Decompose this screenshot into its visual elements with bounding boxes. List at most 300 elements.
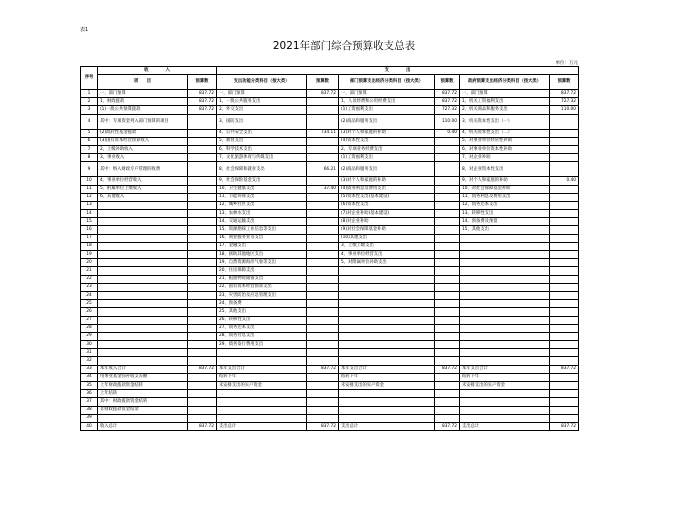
econ-item (339, 341, 435, 349)
header-seq: 序号 (81, 67, 98, 90)
econ-value: 727.32 (435, 106, 460, 114)
econ-item: 本年支出合计 (339, 365, 435, 373)
func-value (307, 114, 339, 129)
gov-item (460, 267, 550, 275)
gov-value (550, 300, 579, 308)
table-number-mark: 表1 (80, 27, 89, 33)
func-item: 17、金融支出 (217, 242, 307, 250)
econ-item: 未安排支出的实户资金 (339, 382, 435, 390)
econ-item: (2)商品和服务支出 (339, 162, 435, 177)
gov-item (460, 300, 550, 308)
func-item: 19、自然资源海洋气象等支出 (217, 259, 307, 267)
income-item (98, 267, 188, 275)
func-item: 1、一般公共服务支出 (217, 98, 307, 106)
func-value (307, 414, 339, 422)
func-value (307, 390, 339, 398)
econ-item: (3)对个人和家庭的补助 (339, 177, 435, 185)
econ-item (339, 349, 435, 357)
gov-value: 727.32 (550, 98, 579, 106)
row-seq: 36 (81, 390, 98, 398)
income-item (98, 226, 188, 234)
func-value (307, 106, 339, 114)
income-value (188, 210, 217, 218)
gov-value (550, 398, 579, 406)
econ-value (435, 316, 460, 324)
func-value (307, 283, 339, 291)
table-row (81, 90, 579, 98)
table-row (81, 300, 579, 308)
table-row (81, 210, 579, 218)
header-econ-budget: 预算数 (435, 75, 460, 90)
income-value (188, 162, 217, 177)
income-value (188, 193, 217, 201)
func-item: 23、灾害防治及应急管理支出 (217, 291, 307, 299)
econ-value (435, 267, 460, 275)
table-row (81, 275, 579, 283)
income-item (98, 332, 188, 340)
table-row (81, 406, 579, 414)
gov-value (550, 218, 579, 226)
func-item: 24、预备费 (217, 300, 307, 308)
table-row (81, 129, 579, 137)
gov-value (550, 154, 579, 162)
gov-value (550, 267, 579, 275)
header-gov-subject: 政府预算支出经济分类科目（按大类） (460, 75, 550, 90)
func-item: 9、社会保险基金支出 (217, 177, 307, 185)
func-item: 15、资源勘探工业信息等支出 (217, 226, 307, 234)
func-item: 5、教育支出 (217, 137, 307, 145)
table-row (81, 349, 579, 357)
gov-value (550, 201, 579, 209)
income-item: 非财政拨款资金结余 (98, 406, 188, 414)
income-value (188, 291, 217, 299)
income-item: 5、附属单位上缴收入 (98, 185, 188, 193)
func-value (307, 316, 339, 324)
income-value (188, 398, 217, 406)
gov-item (460, 316, 550, 324)
func-value (307, 193, 339, 201)
row-seq: 39 (81, 414, 98, 422)
row-seq: 12 (81, 193, 98, 201)
econ-item: 4、事业单位经营支出 (339, 251, 435, 259)
income-value (188, 177, 217, 185)
income-item: 6、其他收入 (98, 193, 188, 201)
econ-item (339, 357, 435, 365)
econ-value (435, 259, 460, 267)
econ-value (435, 210, 460, 218)
table-row (81, 382, 579, 390)
row-seq: 34 (81, 373, 98, 381)
econ-item (339, 267, 435, 275)
econ-item (339, 406, 435, 414)
income-item (98, 316, 188, 324)
econ-item: 结转下年 (339, 373, 435, 381)
gov-value (550, 324, 579, 332)
econ-item: (1)工资福利支出 (339, 154, 435, 162)
gov-item: 10、对社会保障基金补助 (460, 185, 550, 193)
func-value: 837.72 (307, 422, 339, 430)
income-value (188, 341, 217, 349)
gov-item: 2、机关商品和服务支出 (460, 106, 550, 114)
econ-item: (4)资本性支出 (339, 137, 435, 145)
income-item (98, 242, 188, 250)
income-item (98, 283, 188, 291)
econ-item: (2)商品和服务支出 (339, 114, 435, 129)
income-value (188, 251, 217, 259)
income-item: 上年财政拨款资金结转 (98, 382, 188, 390)
gov-item (460, 324, 550, 332)
table-row (81, 308, 579, 316)
budget-summary-table (80, 66, 579, 431)
income-item: 4、事业单位经营收入 (98, 177, 188, 185)
gov-value (550, 332, 579, 340)
income-value (188, 154, 217, 162)
row-seq: 27 (81, 316, 98, 324)
func-value (307, 308, 339, 316)
income-item (98, 414, 188, 422)
row-seq: 28 (81, 324, 98, 332)
func-value (307, 341, 339, 349)
econ-value (435, 137, 460, 145)
gov-item: 13、转移性支出 (460, 210, 550, 218)
gov-item: 9、对个人和家庭的补助 (460, 177, 550, 185)
income-item (98, 300, 188, 308)
gov-value (550, 242, 579, 250)
econ-item: 3、上缴上级支出 (339, 242, 435, 250)
income-value: 837.72 (188, 365, 217, 373)
table-row (81, 242, 579, 250)
table-row (81, 226, 579, 234)
func-value (307, 300, 339, 308)
income-value (188, 114, 217, 129)
table-row (81, 114, 579, 129)
gov-item: 12、债务还本支出 (460, 201, 550, 209)
gov-value (550, 137, 579, 145)
row-seq: 33 (81, 365, 98, 373)
func-value (307, 267, 339, 275)
func-value: 837.72 (307, 365, 339, 373)
table-row (81, 422, 579, 430)
row-seq: 21 (81, 267, 98, 275)
econ-item: (1)工资福利支出 (339, 106, 435, 114)
func-value (307, 357, 339, 365)
row-seq: 38 (81, 406, 98, 414)
gov-value (550, 291, 579, 299)
gov-value (550, 145, 579, 153)
income-item (98, 308, 188, 316)
row-seq: 40 (81, 422, 98, 430)
income-item (98, 275, 188, 283)
func-item: 26、转移性支出 (217, 316, 307, 324)
gov-value: 0.40 (550, 177, 579, 185)
gov-value (550, 341, 579, 349)
func-item: 未安排支出的实户资金 (217, 382, 307, 390)
table-row (81, 332, 579, 340)
income-item: 其中：专项资金列入部门预算的项目 (98, 114, 188, 129)
income-item (98, 251, 188, 259)
table-row (81, 373, 579, 381)
gov-item: 6、对事业单位资本性补助 (460, 145, 550, 153)
gov-item: 5、对事业单位经常性补助 (460, 137, 550, 145)
table-row (81, 291, 579, 299)
gov-item: 7、对企业补助 (460, 154, 550, 162)
gov-value: 837.72 (550, 422, 579, 430)
gov-value (550, 234, 579, 242)
table-row (81, 177, 579, 185)
header-func-budget: 预算数 (307, 75, 339, 90)
func-value (307, 98, 339, 106)
econ-item (339, 332, 435, 340)
gov-item: 14、预备费及预留 (460, 218, 550, 226)
gov-item (460, 341, 550, 349)
income-item: 1、财政拨款 (98, 98, 188, 106)
gov-item (460, 291, 550, 299)
income-value (188, 242, 217, 250)
gov-value (550, 373, 579, 381)
gov-value: 837.72 (550, 365, 579, 373)
gov-item: 结转下年 (460, 373, 550, 381)
income-value (188, 414, 217, 422)
econ-value (435, 300, 460, 308)
func-item: 8、社会保障和就业支出 (217, 162, 307, 177)
gov-item (460, 414, 550, 422)
table-row (81, 234, 579, 242)
unit-label: 单位：万元 (555, 61, 578, 66)
gov-value (550, 162, 579, 177)
econ-value (435, 226, 460, 234)
row-seq: 24 (81, 291, 98, 299)
gov-value (550, 406, 579, 414)
func-item: 29、债务发行费用支出 (217, 341, 307, 349)
func-item: 18、援助其他地区支出 (217, 251, 307, 259)
row-seq: 18 (81, 242, 98, 250)
income-item (98, 291, 188, 299)
func-item (217, 357, 307, 365)
func-item: 一、部门预算 (217, 90, 307, 98)
econ-item: 支出总计 (339, 422, 435, 430)
func-value (307, 242, 339, 250)
gov-value (550, 226, 579, 234)
func-value (307, 291, 339, 299)
func-item: 支出总计 (217, 422, 307, 430)
page-title: 2021年部门综合预算收支总表 (272, 40, 416, 52)
func-value (307, 259, 339, 267)
gov-value: 837.72 (550, 90, 579, 98)
econ-value (435, 332, 460, 340)
table-row (81, 267, 579, 275)
income-item (98, 210, 188, 218)
func-item: 7、文化旅游体育与传媒支出 (217, 154, 307, 162)
econ-value (435, 185, 460, 193)
gov-value (550, 357, 579, 365)
gov-item (460, 357, 550, 365)
econ-value (435, 324, 460, 332)
func-item: 10、卫生健康支出 (217, 185, 307, 193)
income-item: 其中：纳入财政专户管理的收费 (98, 162, 188, 177)
gov-item (460, 398, 550, 406)
func-value (307, 201, 339, 209)
row-seq: 35 (81, 382, 98, 390)
gov-value (550, 210, 579, 218)
income-value (188, 390, 217, 398)
func-item: 13、农林水支出 (217, 210, 307, 218)
income-item: 一、部门预算 (98, 90, 188, 98)
econ-item: (4)债务利息及费用支出 (339, 185, 435, 193)
econ-value (435, 162, 460, 177)
gov-item (460, 283, 550, 291)
income-value: 837.72 (188, 98, 217, 106)
income-value: 837.72 (188, 106, 217, 114)
row-seq: 26 (81, 308, 98, 316)
income-item: 其中：财政拨款资金结转 (98, 398, 188, 406)
income-item: 用事业基金弥补收支差额 (98, 373, 188, 381)
econ-item (339, 316, 435, 324)
gov-item (460, 234, 550, 242)
gov-value (550, 382, 579, 390)
func-value (307, 324, 339, 332)
header-func-subject: 支出功能分类科目（按大类） (217, 75, 307, 90)
econ-value (435, 234, 460, 242)
income-value: 837.72 (188, 90, 217, 98)
row-seq: 23 (81, 283, 98, 291)
table-row (81, 106, 579, 114)
gov-item (460, 308, 550, 316)
econ-value (435, 283, 460, 291)
func-value (307, 137, 339, 145)
table-row (81, 398, 579, 406)
gov-item (460, 390, 550, 398)
row-seq: 16 (81, 226, 98, 234)
table-row (81, 365, 579, 373)
func-value (307, 210, 339, 218)
table-row (81, 283, 579, 291)
row-seq: 13 (81, 201, 98, 209)
gov-item (460, 275, 550, 283)
econ-item: 2、专项业务经费支出 (339, 145, 435, 153)
econ-item (339, 283, 435, 291)
row-seq: 8 (81, 154, 98, 162)
income-item (98, 201, 188, 209)
func-item: 27、债务还本支出 (217, 324, 307, 332)
func-value (307, 154, 339, 162)
func-value: 66.21 (307, 162, 339, 177)
gov-item: 1、机关工资福利支出 (460, 98, 550, 106)
income-value (188, 316, 217, 324)
table-row (81, 324, 579, 332)
econ-item: 1、人员经费和公用经费支出 (339, 98, 435, 106)
income-value (188, 308, 217, 316)
func-value (307, 234, 339, 242)
income-item: 3、事业收入 (98, 154, 188, 162)
income-value (188, 283, 217, 291)
econ-value: 837.72 (435, 98, 460, 106)
func-item: 16、商业服务业等支出 (217, 234, 307, 242)
table-row (81, 162, 579, 177)
income-value (188, 185, 217, 193)
func-item: 4、公共安全支出 (217, 129, 307, 137)
row-seq: 31 (81, 349, 98, 357)
econ-item (339, 390, 435, 398)
econ-item: (8)对企业补助 (339, 218, 435, 226)
row-seq: 37 (81, 398, 98, 406)
gov-item (460, 349, 550, 357)
income-value: 837.72 (188, 422, 217, 430)
row-seq: 14 (81, 210, 98, 218)
gov-value (550, 251, 579, 259)
income-value (188, 137, 217, 145)
func-value (307, 398, 339, 406)
func-item (217, 414, 307, 422)
table-row (81, 259, 579, 267)
gov-value (550, 349, 579, 357)
func-value (307, 226, 339, 234)
econ-item (339, 308, 435, 316)
gov-value (550, 114, 579, 129)
table-row (81, 357, 579, 365)
table-row (81, 218, 579, 226)
income-value (188, 201, 217, 209)
func-item: 28、债务付息支出 (217, 332, 307, 340)
gov-item (460, 259, 550, 267)
row-seq: 3 (81, 106, 98, 114)
table-row (81, 154, 579, 162)
econ-value (435, 201, 460, 209)
row-seq: 30 (81, 341, 98, 349)
table-row (81, 251, 579, 259)
econ-value (435, 291, 460, 299)
row-seq: 9 (81, 162, 98, 177)
func-item: 25、其他支出 (217, 308, 307, 316)
header-econ-subject: 部门预算支出经济分类科目（按大类） (339, 75, 435, 90)
econ-value: 837.72 (435, 365, 460, 373)
row-seq: 7 (81, 145, 98, 153)
econ-item (339, 300, 435, 308)
econ-value (435, 242, 460, 250)
econ-item (339, 275, 435, 283)
func-item: 3、国防支出 (217, 114, 307, 129)
table-row (81, 341, 579, 349)
gov-item: 未安排支出的实户资金 (460, 382, 550, 390)
gov-item: 11、债务利息及费用支出 (460, 193, 550, 201)
income-value (188, 226, 217, 234)
header-expense-group: 支 出 (217, 67, 579, 75)
income-item: (2)政府性基金拨款 (98, 129, 188, 137)
row-seq: 29 (81, 332, 98, 340)
econ-value (435, 414, 460, 422)
func-value (307, 218, 339, 226)
header-income-group: 收 入 (98, 67, 217, 75)
income-value (188, 349, 217, 357)
func-value (307, 145, 339, 153)
income-value (188, 218, 217, 226)
func-item: 12、城乡社区支出 (217, 201, 307, 209)
income-item: 收入总计 (98, 422, 188, 430)
income-item (98, 324, 188, 332)
econ-value (435, 193, 460, 201)
income-item (98, 357, 188, 365)
gov-item: 4、机关资本性支出（二） (460, 129, 550, 137)
row-seq: 1 (81, 90, 98, 98)
econ-value (435, 398, 460, 406)
gov-item (460, 332, 550, 340)
gov-value (550, 275, 579, 283)
gov-value (550, 308, 579, 316)
econ-value: 110.00 (435, 114, 460, 129)
gov-value (550, 390, 579, 398)
table-row (81, 137, 579, 145)
func-item (217, 349, 307, 357)
func-item: 22、国有资本经营预算支出 (217, 283, 307, 291)
